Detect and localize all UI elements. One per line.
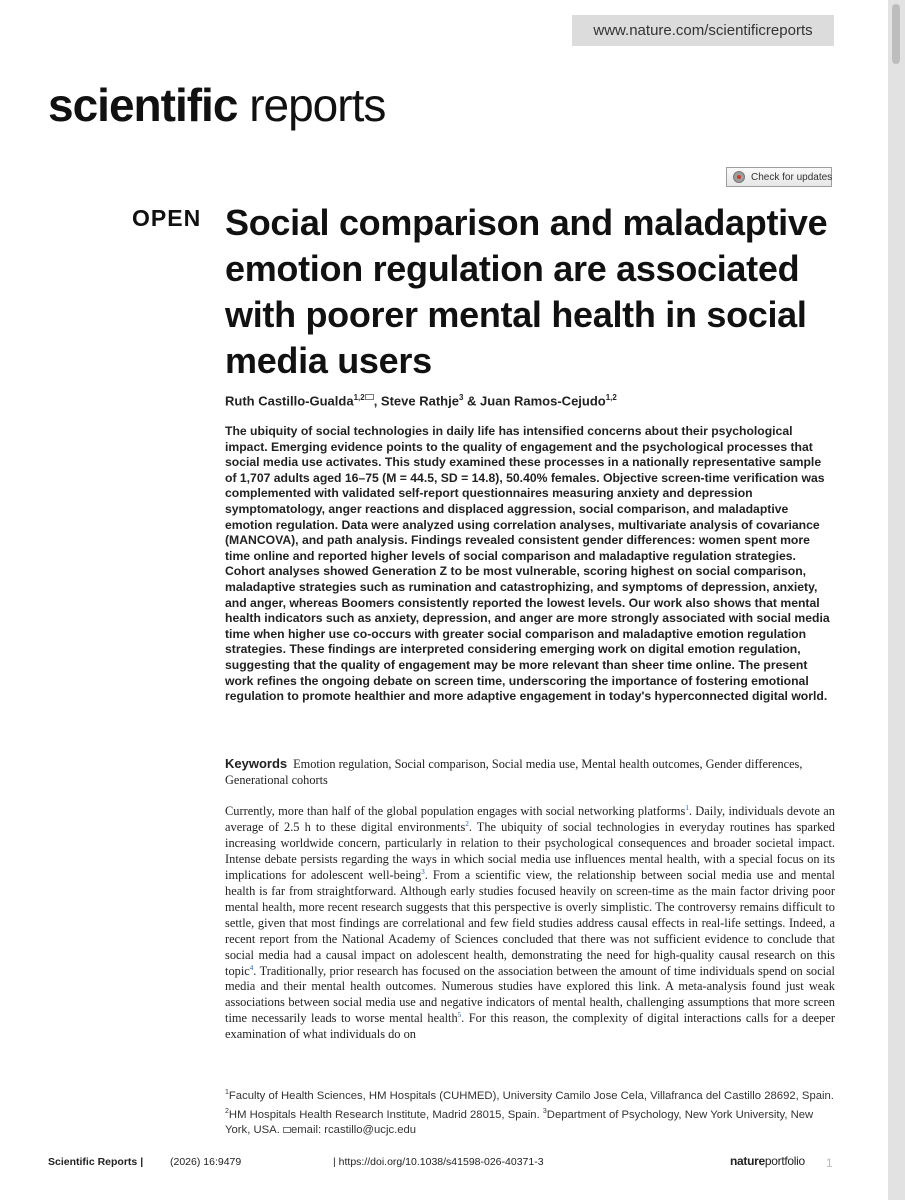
publisher-regular: portfolio xyxy=(764,1154,805,1168)
mail-icon[interactable] xyxy=(365,394,374,400)
footer-separator: | xyxy=(137,1156,144,1168)
body-text-run: . The ubiquity of social technologies in everyday routines has sparked increasing worldwide concern, particularly in relation to their psychological consequences and broader societal impact. Intense debate persists regarding the ways in which social media use influences mental health, with a special focus on its implications for adolescent well-being xyxy=(225,819,835,882)
crossmark-icon xyxy=(733,171,745,183)
citation-link[interactable]: 2 xyxy=(465,819,469,828)
publisher-bold: nature xyxy=(730,1154,765,1168)
citation-link[interactable]: 3 xyxy=(421,867,425,876)
affiliation-number: 3 xyxy=(542,1108,547,1116)
journal-url[interactable]: www.nature.com/scientificreports xyxy=(572,15,834,46)
publisher-logo xyxy=(730,1154,805,1168)
page-number: 1 xyxy=(826,1156,833,1170)
footer-journal-name: Scientific Reports xyxy=(48,1156,138,1168)
scrollbar[interactable] xyxy=(888,0,905,1200)
footer-year-volume: (2026) 16:9479 xyxy=(170,1156,242,1168)
page-footer xyxy=(48,1156,838,1172)
check-for-updates-label: Check for updates xyxy=(751,172,833,183)
body-text-run: . For this reason, the complexity of digital interactions calls for a deeper examination of what individuals do on xyxy=(225,1011,835,1042)
author-name[interactable]: Juan Ramos-Cejudo xyxy=(480,393,606,409)
footer-journal xyxy=(48,1156,143,1168)
citation-link[interactable]: 4 xyxy=(249,963,254,972)
open-access-label: OPEN xyxy=(132,205,202,231)
journal-logo xyxy=(48,78,385,132)
abstract: The ubiquity of social technologies in daily life has intensified concerns about their psychological impact. Emerging evidence points to the quality of engagement and the psychological processes that social media use activates. This study examined these processes in a nationally representative sample of 1,707 adults aged 16–75 (M = 44.5, SD = 14.8), 50.40% females. Objective screen-time verification was complemented with validated self-report questionnaires measuring anxiety and depression symptomatology, anger reactions and displaced aggression, social comparison, and maladaptive emotion regulation. Data were analyzed using correlation analyses, multivariate analysis of covariance (MANCOVA), and path analysis. Findings revealed consistent gender differences: women spent more time online and reported higher levels of social comparison and maladaptive regulation strategies. Cohort analyses showed Generation Z to be most vulnerable, scoring highest on social comparison, maladaptive strategies such as rumination and catastrophizing, and symptoms of depression, anxiety, and anger, whereas Boomers consistently reported the lowest levels. Our work also shows that mental health indicators such as anxiety, depression, and anger are more strongly associated with social media time when higher use co-occurs with greater social comparison and maladaptive emotion regulation strategies. These findings are interpreted considering emerging work on digital emotion regulation, suggesting that the quality of engagement may be more relevant than sheer time online. The present work refines the ongoing debate on screen time, underscoring the importance of fostering emotional regulation to promote healthier and more adaptive engagement in today's hyperconnected digital world. xyxy=(225,424,830,704)
check-for-updates-button[interactable] xyxy=(726,167,832,187)
author-affiliation-ref: 1,2 xyxy=(353,393,365,402)
corresponding-email[interactable]: email: rcastillo@ucjc.edu xyxy=(290,1124,417,1137)
affiliation-number: 2 xyxy=(225,1108,229,1116)
logo-bold: scientific xyxy=(48,79,238,131)
keywords-label: Keywords xyxy=(225,756,288,771)
keywords xyxy=(225,756,835,788)
affiliations xyxy=(225,1085,835,1139)
author-separator: , xyxy=(373,393,381,409)
citation-link[interactable]: 5 xyxy=(457,1011,462,1020)
body-text-run: . Daily, individuals devote an average of 2.5 h to these digital environments xyxy=(225,804,835,834)
citation-link[interactable]: 1 xyxy=(685,803,689,812)
author-name[interactable]: Ruth Castillo-Gualda xyxy=(225,393,354,409)
affiliation-text: Faculty of Health Sciences, HM Hospitals (CUHMED), University Camilo Jose Cela, Villafranca del Castillo 28692, Spain. xyxy=(228,1089,834,1102)
body-text-run: . From a scientific view, the relationship between social media use and mental health is far from straightforward. Although early studies focused heavily on screen-time as the main factor driving poor mental health, more recent research suggests that this perspective is overly simplistic. The controversy remains difficult to settle, given that most findings are correlational and few field studies address causal effects in real-life settings. Indeed, a recent report from the National Academy of Sciences concluded that there was not sufficient evidence to conclude that social media had a causal impact on adolescent health, demonstrating the need for high-quality causal research on this topic xyxy=(225,867,835,978)
author-affiliation-ref: 1,2 xyxy=(605,393,617,402)
body-text-run: Currently, more than half of the global population engages with social networking platforms xyxy=(225,804,686,818)
mail-icon xyxy=(283,1127,291,1133)
affiliation-text: HM Hospitals Health Research Institute, Madrid 28015, Spain. xyxy=(228,1108,543,1121)
author-name[interactable]: Steve Rathje xyxy=(380,393,459,409)
scrollbar-thumb[interactable] xyxy=(892,4,900,64)
affiliation-text: Department of Psychology, New York University, New York, USA. xyxy=(225,1108,814,1137)
author-affiliation-ref: 3 xyxy=(458,393,464,402)
keywords-text: Emotion regulation, Social comparison, Social media use, Mental health outcomes, Gender differences, Generational cohorts xyxy=(225,757,803,787)
author-list xyxy=(225,393,617,408)
body-text-run: . Traditionally, prior research has focused on the association between the amount of time individuals spend on social media and their mental health outcomes. Numerous studies have explored this link. A meta-analysis found just weak associations between social media use and negative indicators of mental health, challenging assumptions that more screen time necessarily leads to worse mental health xyxy=(225,963,835,1026)
author-separator: & xyxy=(463,393,481,409)
logo-regular: reports xyxy=(237,79,386,131)
footer-doi[interactable]: | https://doi.org/10.1038/s41598-026-40371-3 xyxy=(333,1156,544,1168)
affiliation-number: 1 xyxy=(225,1089,229,1096)
article-title: Social comparison and maladaptive emotion regulation are associated with poorer mental health in social media users xyxy=(225,202,828,381)
body-paragraph xyxy=(225,804,835,1043)
